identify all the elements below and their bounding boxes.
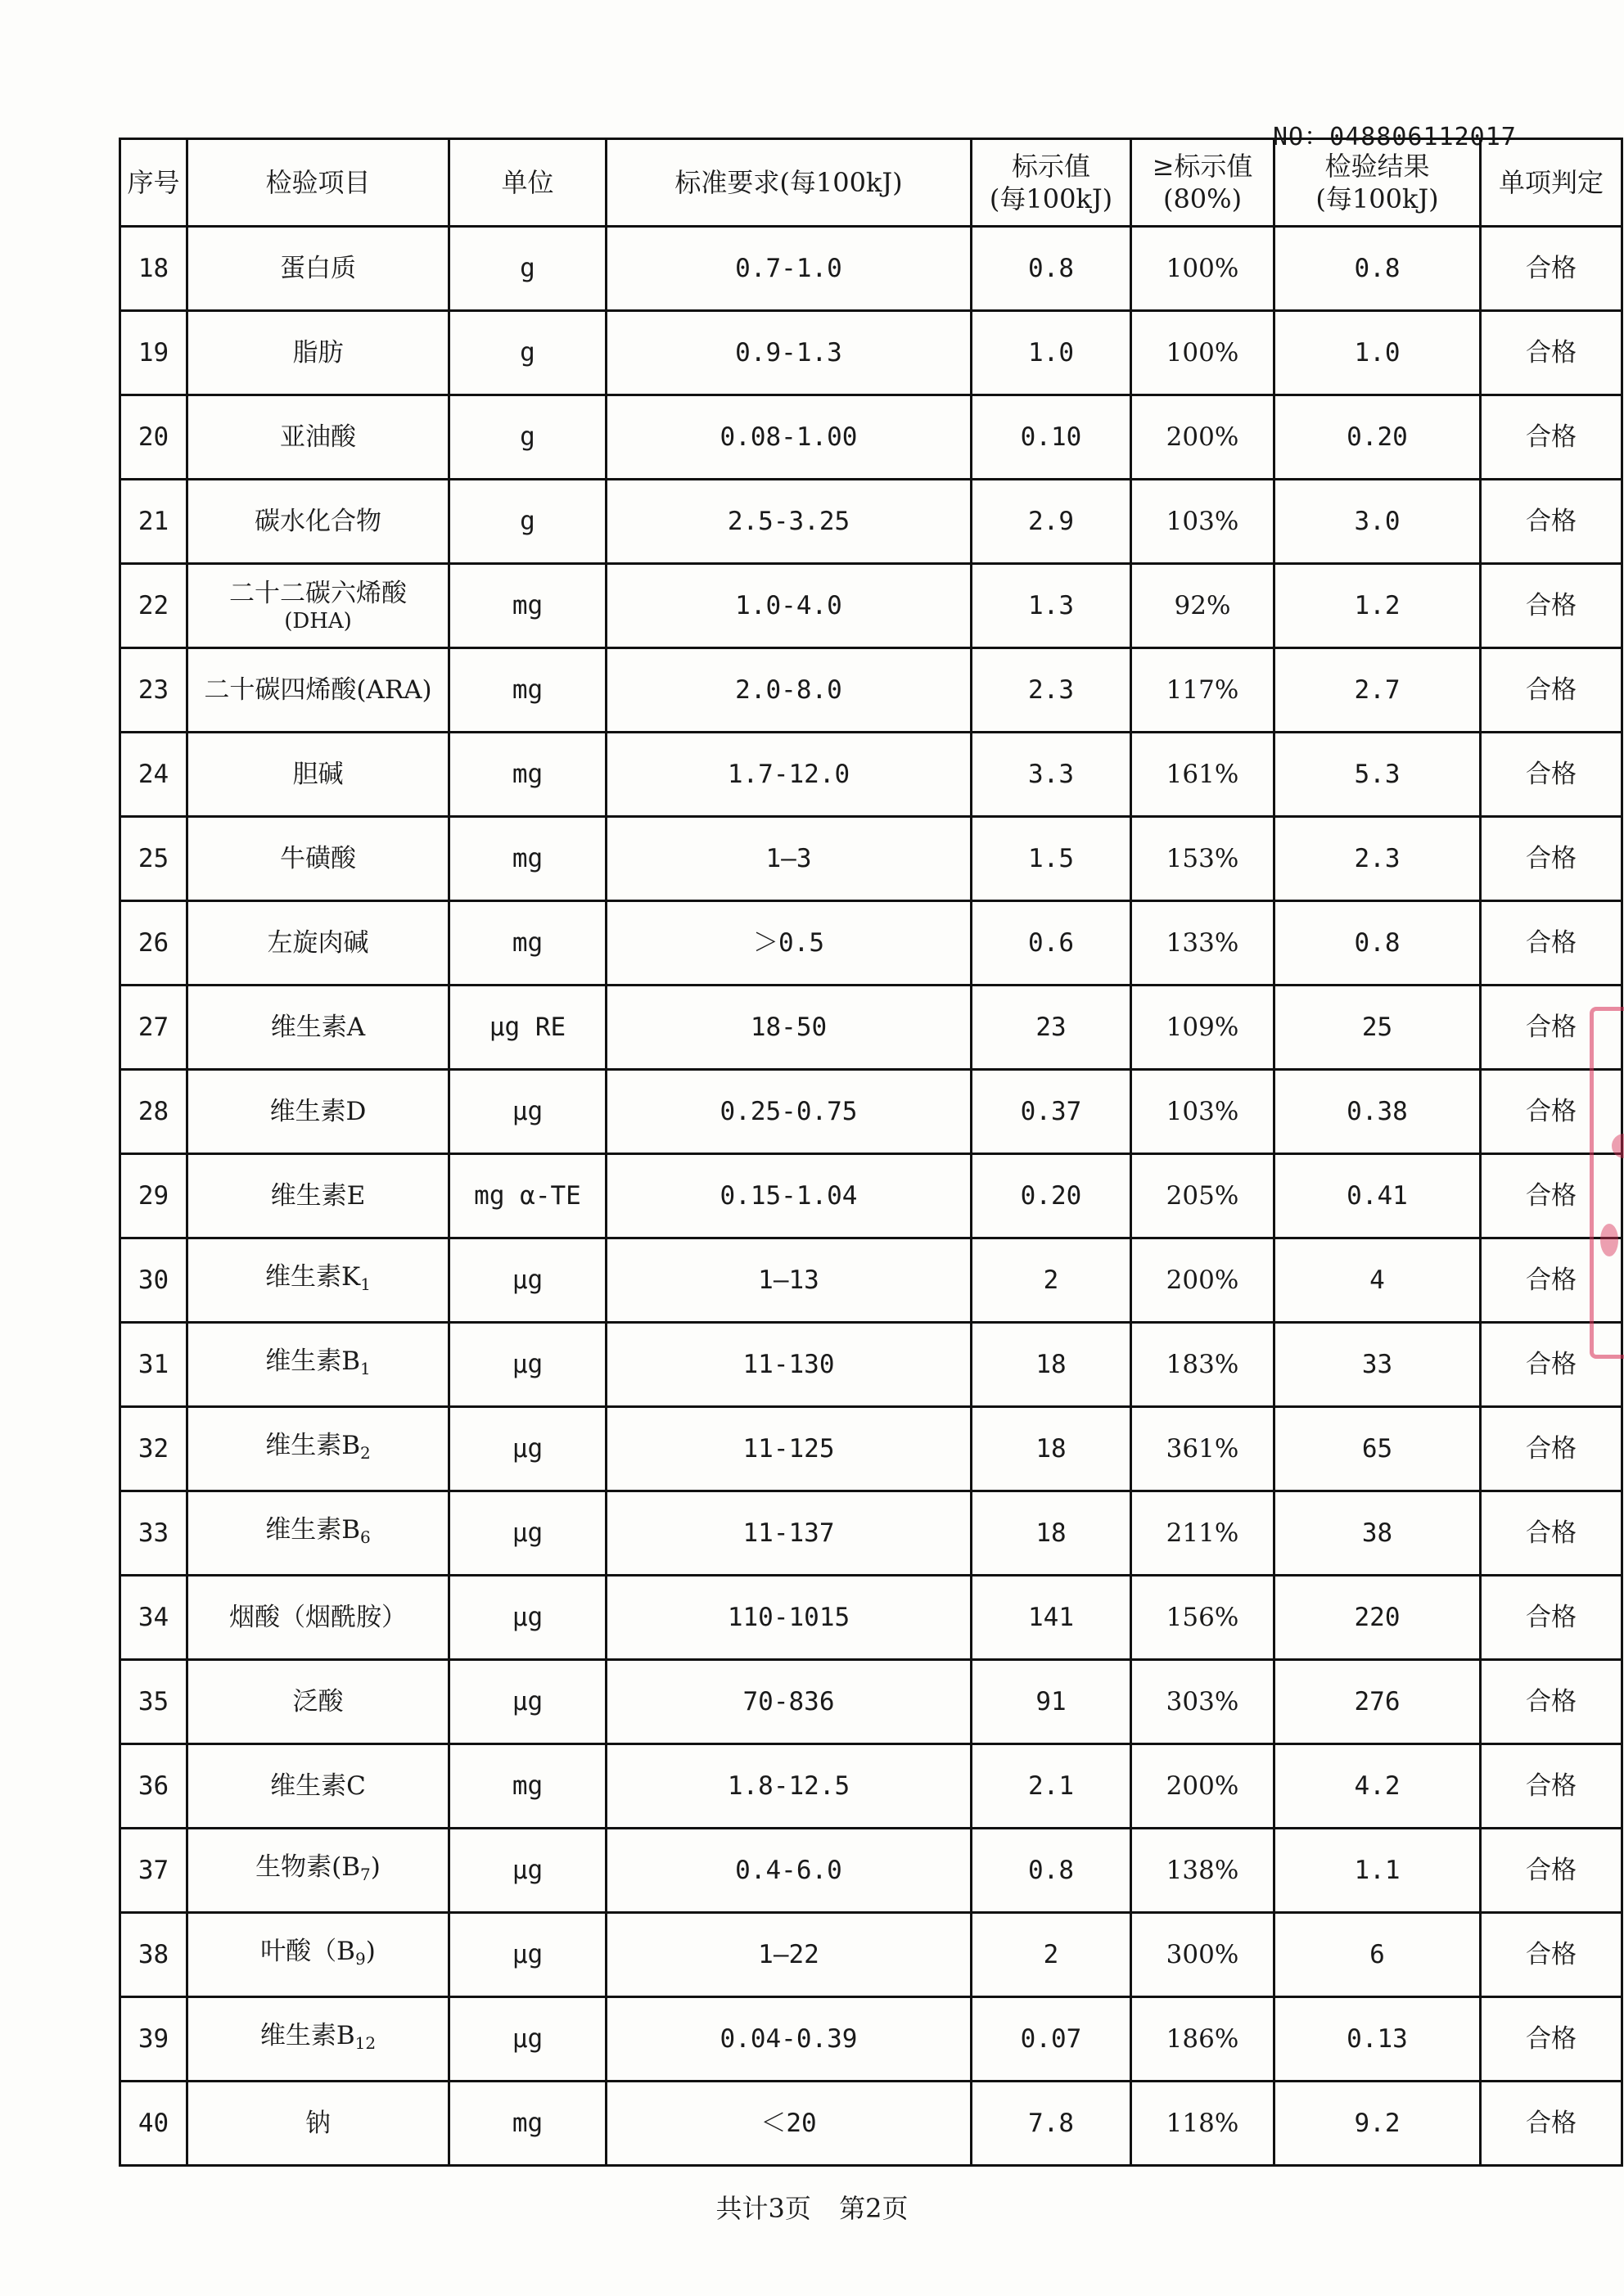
row-seq: 26 bbox=[120, 901, 187, 986]
red-seal-stamp bbox=[1590, 1007, 1624, 1359]
row-item-name: 脂肪 bbox=[292, 338, 344, 368]
row-result: 0.8 bbox=[1274, 227, 1481, 311]
row-result: 5.3 bbox=[1274, 733, 1481, 817]
row-seq: 40 bbox=[120, 2082, 187, 2166]
row-result: 0.13 bbox=[1274, 1997, 1481, 2082]
table-row bbox=[120, 1829, 1622, 1913]
header-judgement: 单项判定 bbox=[1481, 139, 1622, 227]
row-judgement: 合格 bbox=[1481, 986, 1622, 1070]
row-seq: 24 bbox=[120, 733, 187, 817]
page-footer bbox=[0, 2188, 1624, 2226]
row-standard: 11-130 bbox=[607, 1323, 972, 1407]
row-label-value: 2.9 bbox=[972, 480, 1131, 564]
row-ratio: 161% bbox=[1131, 733, 1274, 817]
row-standard: 18-50 bbox=[607, 986, 972, 1070]
row-result: 4.2 bbox=[1274, 1744, 1481, 1829]
row-item bbox=[187, 1997, 449, 2082]
row-item bbox=[187, 227, 449, 311]
row-label-value: 1.0 bbox=[972, 311, 1131, 395]
header-label-value-line1: 标示值 bbox=[1011, 151, 1090, 182]
row-item-name: 二十碳四烯酸(ARA) bbox=[204, 675, 432, 705]
row-item-name: 叶酸（B bbox=[260, 1936, 355, 1966]
row-label-value: 7.8 bbox=[972, 2082, 1131, 2166]
stamp-mark bbox=[1600, 1224, 1618, 1256]
row-item bbox=[187, 1913, 449, 1997]
row-judgement: 合格 bbox=[1481, 1491, 1622, 1576]
row-standard: 11-137 bbox=[607, 1491, 972, 1576]
row-judgement: 合格 bbox=[1481, 1744, 1622, 1829]
row-standard: 0.25-0.75 bbox=[607, 1070, 972, 1154]
row-seq: 37 bbox=[120, 1829, 187, 1913]
row-label-value: 1.3 bbox=[972, 564, 1131, 648]
row-unit: μg bbox=[449, 1829, 607, 1913]
row-item-subscript: 1 bbox=[360, 1274, 371, 1294]
row-judgement: 合格 bbox=[1481, 733, 1622, 817]
row-item-name: 维生素D bbox=[269, 1097, 367, 1126]
row-ratio: 153% bbox=[1131, 817, 1274, 901]
row-result: 0.20 bbox=[1274, 395, 1481, 480]
row-item-subscript: 1 bbox=[360, 1358, 371, 1378]
total-pages: 共计3页 bbox=[715, 2193, 811, 2224]
row-result: 33 bbox=[1274, 1323, 1481, 1407]
row-item-name: 牛磺酸 bbox=[280, 844, 356, 873]
row-label-value: 0.10 bbox=[972, 395, 1131, 480]
row-item-name: 生物素(B bbox=[255, 1852, 361, 1882]
row-item-name: 维生素A bbox=[270, 1013, 366, 1042]
row-label-value: 2.1 bbox=[972, 1744, 1131, 1829]
row-label-value: 141 bbox=[972, 1576, 1131, 1660]
row-unit: g bbox=[449, 395, 607, 480]
table-row bbox=[120, 1576, 1622, 1660]
table-body bbox=[120, 227, 1622, 2166]
table-row bbox=[120, 1070, 1622, 1154]
row-seq: 30 bbox=[120, 1238, 187, 1323]
row-unit: μg bbox=[449, 1660, 607, 1744]
row-unit: μg bbox=[449, 1238, 607, 1323]
row-item bbox=[187, 564, 449, 648]
row-item-name: 胆碱 bbox=[292, 760, 344, 789]
row-ratio: 361% bbox=[1131, 1407, 1274, 1491]
row-standard: 2.0-8.0 bbox=[607, 648, 972, 733]
row-judgement: 合格 bbox=[1481, 2082, 1622, 2166]
table-row bbox=[120, 1744, 1622, 1829]
row-ratio: 200% bbox=[1131, 1744, 1274, 1829]
row-ratio: 183% bbox=[1131, 1323, 1274, 1407]
report-number: NO：048806112017 bbox=[1273, 123, 1517, 151]
row-judgement: 合格 bbox=[1481, 227, 1622, 311]
row-ratio: 100% bbox=[1131, 311, 1274, 395]
row-item bbox=[187, 1744, 449, 1829]
row-unit: μg bbox=[449, 1913, 607, 1997]
row-label-value: 18 bbox=[972, 1491, 1131, 1576]
row-item-name: 二十二碳六烯酸 bbox=[229, 579, 407, 608]
row-item-name: 维生素B bbox=[265, 1514, 361, 1545]
row-item bbox=[187, 1070, 449, 1154]
row-unit: μg bbox=[449, 1491, 607, 1576]
row-seq: 33 bbox=[120, 1491, 187, 1576]
row-item bbox=[187, 2082, 449, 2166]
row-result: 2.7 bbox=[1274, 648, 1481, 733]
row-seq: 27 bbox=[120, 986, 187, 1070]
row-label-value: 3.3 bbox=[972, 733, 1131, 817]
table-row bbox=[120, 648, 1622, 733]
row-judgement: 合格 bbox=[1481, 1576, 1622, 1660]
row-item bbox=[187, 817, 449, 901]
row-item bbox=[187, 311, 449, 395]
row-result: 9.2 bbox=[1274, 2082, 1481, 2166]
row-label-value: 0.37 bbox=[972, 1070, 1131, 1154]
row-item-name: 烟酸（烟酰胺） bbox=[229, 1603, 407, 1632]
row-seq: 28 bbox=[120, 1070, 187, 1154]
row-seq: 18 bbox=[120, 227, 187, 311]
row-seq: 35 bbox=[120, 1660, 187, 1744]
row-ratio: 200% bbox=[1131, 1238, 1274, 1323]
row-judgement: 合格 bbox=[1481, 1829, 1622, 1913]
row-item bbox=[187, 648, 449, 733]
header-standard: 标准要求(每100kJ) bbox=[607, 139, 972, 227]
row-ratio: 186% bbox=[1131, 1997, 1274, 2082]
row-ratio: 303% bbox=[1131, 1660, 1274, 1744]
row-ratio: 205% bbox=[1131, 1154, 1274, 1238]
row-label-value: 23 bbox=[972, 986, 1131, 1070]
row-item bbox=[187, 1829, 449, 1913]
header-label-value-line2: (每100kJ) bbox=[989, 183, 1113, 214]
row-ratio: 133% bbox=[1131, 901, 1274, 986]
row-result: 2.3 bbox=[1274, 817, 1481, 901]
row-ratio: 103% bbox=[1131, 1070, 1274, 1154]
table-row bbox=[120, 395, 1622, 480]
row-seq: 34 bbox=[120, 1576, 187, 1660]
row-standard: 1.7-12.0 bbox=[607, 733, 972, 817]
header-label-value bbox=[972, 139, 1131, 227]
row-standard: 0.04-0.39 bbox=[607, 1997, 972, 2082]
header-ratio-line2: (80%) bbox=[1162, 183, 1243, 214]
row-ratio: 92% bbox=[1131, 564, 1274, 648]
row-unit: μg bbox=[449, 1576, 607, 1660]
row-item-subscript: 2 bbox=[360, 1442, 371, 1463]
row-unit: μg bbox=[449, 1070, 607, 1154]
stamp-mark bbox=[1612, 1134, 1624, 1158]
row-unit: mg bbox=[449, 564, 607, 648]
row-item bbox=[187, 1323, 449, 1407]
row-item-name: 亚油酸 bbox=[280, 422, 356, 452]
row-item bbox=[187, 1576, 449, 1660]
row-judgement: 合格 bbox=[1481, 648, 1622, 733]
row-item-name: 左旋肉碱 bbox=[267, 928, 369, 958]
row-judgement: 合格 bbox=[1481, 1323, 1622, 1407]
row-judgement: 合格 bbox=[1481, 480, 1622, 564]
table-row bbox=[120, 1407, 1622, 1491]
header-result-line1: 检验结果 bbox=[1324, 151, 1430, 182]
row-result: 0.8 bbox=[1274, 901, 1481, 986]
row-judgement: 合格 bbox=[1481, 1407, 1622, 1491]
row-label-value: 1.5 bbox=[972, 817, 1131, 901]
row-seq: 21 bbox=[120, 480, 187, 564]
row-judgement: 合格 bbox=[1481, 1070, 1622, 1154]
row-standard: 1—13 bbox=[607, 1238, 972, 1323]
row-item-tail: ) bbox=[370, 1852, 381, 1882]
row-ratio: 211% bbox=[1131, 1491, 1274, 1576]
row-ratio: 138% bbox=[1131, 1829, 1274, 1913]
row-label-value: 18 bbox=[972, 1323, 1131, 1407]
row-unit: mg bbox=[449, 648, 607, 733]
row-result: 220 bbox=[1274, 1576, 1481, 1660]
row-label-value: 0.6 bbox=[972, 901, 1131, 986]
row-label-value: 0.8 bbox=[972, 227, 1131, 311]
row-standard: 110-1015 bbox=[607, 1576, 972, 1660]
row-result: 276 bbox=[1274, 1660, 1481, 1744]
row-standard: 0.08-1.00 bbox=[607, 395, 972, 480]
row-seq: 23 bbox=[120, 648, 187, 733]
row-seq: 29 bbox=[120, 1154, 187, 1238]
row-unit: g bbox=[449, 311, 607, 395]
row-result: 38 bbox=[1274, 1491, 1481, 1576]
table-row bbox=[120, 1238, 1622, 1323]
row-item bbox=[187, 1238, 449, 1323]
row-result: 25 bbox=[1274, 986, 1481, 1070]
row-label-value: 2 bbox=[972, 1238, 1131, 1323]
row-unit: g bbox=[449, 227, 607, 311]
row-ratio: 156% bbox=[1131, 1576, 1274, 1660]
row-label-value: 2.3 bbox=[972, 648, 1131, 733]
row-item bbox=[187, 480, 449, 564]
row-seq: 31 bbox=[120, 1323, 187, 1407]
row-item-tail: ) bbox=[365, 1936, 376, 1966]
row-unit: mg bbox=[449, 733, 607, 817]
table-row bbox=[120, 564, 1622, 648]
row-seq: 36 bbox=[120, 1744, 187, 1829]
row-standard: 1—22 bbox=[607, 1913, 972, 1997]
row-ratio: 100% bbox=[1131, 227, 1274, 311]
row-standard: ＜20 bbox=[607, 2082, 972, 2166]
table-row bbox=[120, 227, 1622, 311]
table-row bbox=[120, 1660, 1622, 1744]
row-result: 3.0 bbox=[1274, 480, 1481, 564]
current-page: 第2页 bbox=[839, 2193, 909, 2224]
row-standard: 1.8-12.5 bbox=[607, 1744, 972, 1829]
row-judgement: 合格 bbox=[1481, 395, 1622, 480]
table-row bbox=[120, 1913, 1622, 1997]
row-result: 1.1 bbox=[1274, 1829, 1481, 1913]
row-item-line2: (DHA) bbox=[284, 609, 352, 634]
row-judgement: 合格 bbox=[1481, 1913, 1622, 1997]
inspection-table bbox=[119, 138, 1623, 2167]
row-result: 1.0 bbox=[1274, 311, 1481, 395]
row-standard: 1.0-4.0 bbox=[607, 564, 972, 648]
row-label-value: 91 bbox=[972, 1660, 1131, 1744]
row-label-value: 0.8 bbox=[972, 1829, 1131, 1913]
table-row bbox=[120, 733, 1622, 817]
table-row bbox=[120, 1491, 1622, 1576]
table-row bbox=[120, 986, 1622, 1070]
row-label-value: 0.07 bbox=[972, 1997, 1131, 2082]
header-ratio-line1: ≥标示值 bbox=[1152, 151, 1253, 182]
table-row bbox=[120, 817, 1622, 901]
row-ratio: 103% bbox=[1131, 480, 1274, 564]
row-item bbox=[187, 1407, 449, 1491]
row-item bbox=[187, 1660, 449, 1744]
row-judgement: 合格 bbox=[1481, 311, 1622, 395]
row-standard: ＞0.5 bbox=[607, 901, 972, 986]
row-item-name: 维生素B bbox=[265, 1430, 361, 1460]
row-judgement: 合格 bbox=[1481, 1154, 1622, 1238]
row-seq: 22 bbox=[120, 564, 187, 648]
row-item-name: 蛋白质 bbox=[280, 254, 356, 283]
row-standard: 0.9-1.3 bbox=[607, 311, 972, 395]
row-unit: mg bbox=[449, 1744, 607, 1829]
row-unit: μg bbox=[449, 1407, 607, 1491]
row-standard: 0.15-1.04 bbox=[607, 1154, 972, 1238]
row-seq: 19 bbox=[120, 311, 187, 395]
row-unit: μg bbox=[449, 1997, 607, 2082]
row-unit: mg α-TE bbox=[449, 1154, 607, 1238]
table-row bbox=[120, 1997, 1622, 2082]
table-header-row bbox=[120, 139, 1622, 227]
row-item bbox=[187, 395, 449, 480]
row-item-subscript: 6 bbox=[360, 1527, 371, 1547]
row-result: 4 bbox=[1274, 1238, 1481, 1323]
row-unit: μg RE bbox=[449, 986, 607, 1070]
row-unit: mg bbox=[449, 901, 607, 986]
table-row bbox=[120, 1154, 1622, 1238]
row-item-name: 泛酸 bbox=[292, 1687, 344, 1716]
row-standard: 1—3 bbox=[607, 817, 972, 901]
row-judgement: 合格 bbox=[1481, 1660, 1622, 1744]
row-standard: 2.5-3.25 bbox=[607, 480, 972, 564]
row-standard: 70-836 bbox=[607, 1660, 972, 1744]
row-item-name: 钠 bbox=[305, 2109, 331, 2138]
row-result: 0.41 bbox=[1274, 1154, 1481, 1238]
table-row bbox=[120, 901, 1622, 986]
row-item bbox=[187, 733, 449, 817]
row-result: 65 bbox=[1274, 1407, 1481, 1491]
row-item-subscript: 12 bbox=[354, 2032, 377, 2053]
row-judgement: 合格 bbox=[1481, 564, 1622, 648]
row-ratio: 300% bbox=[1131, 1913, 1274, 1997]
row-item-name: 维生素C bbox=[270, 1771, 366, 1801]
row-item-name: 维生素B bbox=[259, 2020, 355, 2050]
row-seq: 39 bbox=[120, 1997, 187, 2082]
table-row bbox=[120, 2082, 1622, 2166]
row-seq: 32 bbox=[120, 1407, 187, 1491]
header-ratio bbox=[1131, 139, 1274, 227]
row-seq: 20 bbox=[120, 395, 187, 480]
header-result-line2: (每100kJ) bbox=[1315, 183, 1439, 214]
row-item bbox=[187, 1154, 449, 1238]
row-judgement: 合格 bbox=[1481, 901, 1622, 986]
row-standard: 0.4-6.0 bbox=[607, 1829, 972, 1913]
row-ratio: 117% bbox=[1131, 648, 1274, 733]
row-item bbox=[187, 901, 449, 986]
row-unit: mg bbox=[449, 817, 607, 901]
row-seq: 38 bbox=[120, 1913, 187, 1997]
row-judgement: 合格 bbox=[1481, 817, 1622, 901]
row-ratio: 200% bbox=[1131, 395, 1274, 480]
row-judgement: 合格 bbox=[1481, 1238, 1622, 1323]
row-item-subscript: 7 bbox=[360, 1864, 371, 1884]
row-ratio: 118% bbox=[1131, 2082, 1274, 2166]
table-row bbox=[120, 480, 1622, 564]
row-item-name: 碳水化合物 bbox=[255, 507, 381, 536]
row-item bbox=[187, 986, 449, 1070]
row-label-value: 0.20 bbox=[972, 1154, 1131, 1238]
row-item bbox=[187, 1491, 449, 1576]
header-item: 检验项目 bbox=[187, 139, 449, 227]
row-standard: 11-125 bbox=[607, 1407, 972, 1491]
row-judgement: 合格 bbox=[1481, 1997, 1622, 2082]
row-unit: μg bbox=[449, 1323, 607, 1407]
row-item-name: 维生素B bbox=[265, 1346, 361, 1376]
table-row bbox=[120, 1323, 1622, 1407]
row-standard: 0.7-1.0 bbox=[607, 227, 972, 311]
row-label-value: 18 bbox=[972, 1407, 1131, 1491]
row-seq: 25 bbox=[120, 817, 187, 901]
header-unit: 单位 bbox=[449, 139, 607, 227]
row-label-value: 2 bbox=[972, 1913, 1131, 1997]
header-result bbox=[1274, 139, 1481, 227]
row-unit: g bbox=[449, 480, 607, 564]
row-ratio: 109% bbox=[1131, 986, 1274, 1070]
row-item-name: 维生素E bbox=[270, 1181, 366, 1211]
row-item-name: 维生素K bbox=[265, 1261, 361, 1292]
row-result: 1.2 bbox=[1274, 564, 1481, 648]
header-seq: 序号 bbox=[120, 139, 187, 227]
table-row bbox=[120, 311, 1622, 395]
row-result: 0.38 bbox=[1274, 1070, 1481, 1154]
row-unit: mg bbox=[449, 2082, 607, 2166]
row-result: 6 bbox=[1274, 1913, 1481, 1997]
row-item-subscript: 9 bbox=[354, 1948, 366, 1969]
